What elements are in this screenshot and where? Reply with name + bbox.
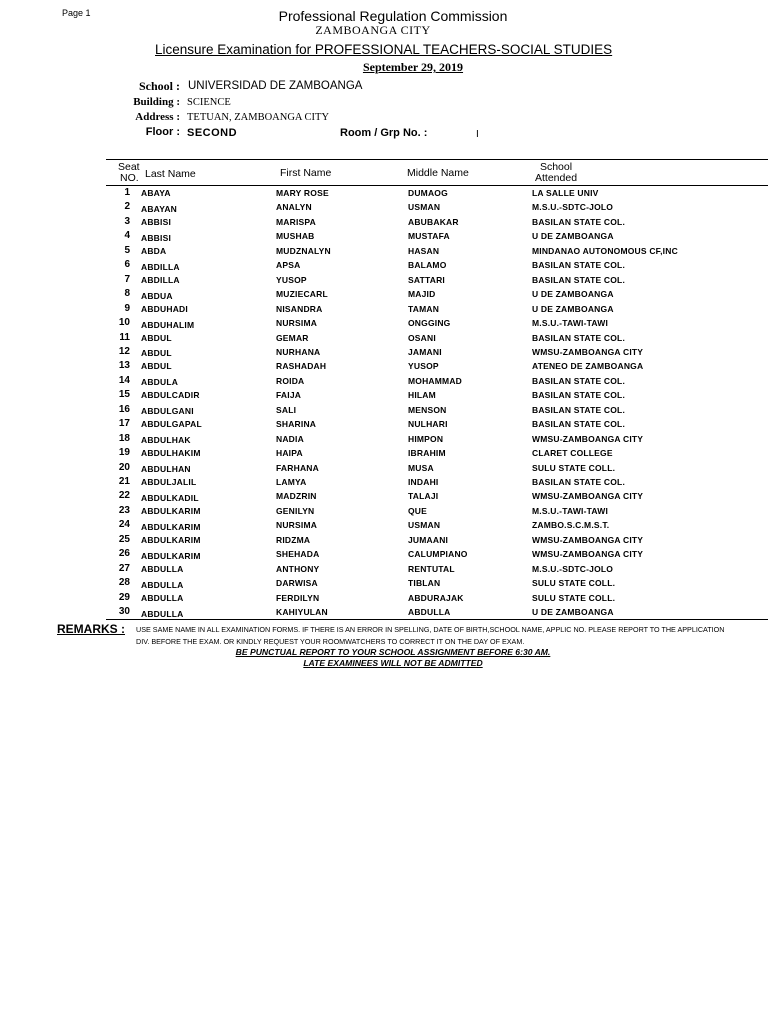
cell-first: APSA	[276, 260, 301, 271]
cell-last: ABDUHADI	[141, 303, 188, 314]
cell-middle: ABDURAJAK	[408, 592, 464, 603]
cell-school: WMSU-ZAMBOANGA CITY	[532, 491, 644, 502]
cell-first: SHEHADA	[276, 549, 320, 560]
cell-middle: INDAHI	[408, 477, 439, 487]
building-label: Building :	[133, 96, 180, 108]
cell-middle: TALAJI	[408, 491, 439, 502]
cell-school: MINDANAO AUTONOMOUS CF,INC	[532, 245, 678, 256]
cell-seat: 17	[118, 418, 130, 430]
cell-first: ROIDA	[276, 375, 305, 386]
cell-school: BASILAN STATE COL.	[532, 419, 626, 430]
cell-seat: 5	[124, 244, 130, 256]
header-last-name: Last Name	[145, 168, 196, 180]
cell-school: U DE ZAMBOANGA	[532, 231, 614, 242]
cell-school: SULU STATE COLL.	[532, 578, 616, 589]
cell-middle: NULHARI	[408, 419, 448, 430]
cell-school: WMSU-ZAMBOANGA CITY	[532, 433, 644, 444]
cell-school: M.S.U.-SDTC-JOLO	[532, 202, 614, 213]
page-number: Page 1	[62, 8, 91, 18]
cell-seat: 25	[118, 533, 130, 545]
cell-first: HAIPA	[276, 448, 303, 459]
cell-seat: 10	[118, 317, 130, 329]
cell-middle: BALAMO	[408, 260, 447, 271]
cell-last: ABDULLA	[141, 592, 184, 603]
cell-last: ABDUA	[141, 290, 173, 301]
cell-seat: 19	[118, 447, 130, 459]
cell-first: GENILYN	[276, 505, 315, 516]
cell-seat: 12	[118, 345, 130, 357]
cell-school: CLARET COLLEGE	[532, 448, 613, 459]
cell-seat: 4	[124, 230, 130, 242]
cell-seat: 30	[118, 606, 130, 618]
cell-seat: 23	[118, 504, 130, 516]
cell-first: KAHIYULAN	[276, 607, 328, 618]
cell-middle: USMAN	[408, 520, 441, 531]
table-bottom-rule	[106, 619, 768, 620]
cell-middle: MOHAMMAD	[408, 375, 463, 386]
cell-first: MARY ROSE	[276, 188, 329, 198]
cell-last: ABDULKARIM	[141, 505, 201, 516]
address-label: Address :	[135, 111, 180, 123]
cell-middle: MUSTAFA	[408, 231, 450, 242]
cell-middle: ABUBAKAR	[408, 216, 459, 227]
cell-seat: 9	[124, 302, 130, 314]
cell-school: M.S.U.-TAWI-TAWI	[532, 318, 609, 329]
cell-school: BASILAN STATE COL.	[532, 216, 626, 227]
city-title: ZAMBOANGA CITY	[315, 23, 431, 37]
cell-last: ABDULGANI	[141, 406, 194, 417]
cell-first: MUZIECARL	[276, 289, 328, 300]
cell-seat: 28	[118, 577, 130, 589]
cell-middle: HILAM	[408, 390, 436, 401]
cell-school: BASILAN STATE COL.	[532, 260, 626, 271]
cell-first: SALI	[276, 404, 297, 415]
cell-school: LA SALLE UNIV	[532, 188, 599, 198]
cell-first: LAMYA	[276, 477, 307, 487]
cell-middle: HIMPON	[408, 433, 444, 444]
cell-middle: JAMANI	[408, 346, 442, 357]
cell-seat: 27	[118, 562, 130, 574]
cell-seat: 6	[124, 259, 130, 271]
header-middle-name: Middle Name	[407, 167, 469, 179]
building-value: SCIENCE	[187, 97, 231, 108]
cell-school: ATENEO DE ZAMBOANGA	[532, 361, 644, 372]
cell-first: MARISPA	[276, 216, 316, 227]
cell-school: SULU STATE COLL.	[532, 462, 616, 473]
cell-last: ABDULA	[141, 377, 179, 388]
cell-last: ABDA	[141, 245, 167, 256]
cell-seat: 13	[118, 360, 130, 372]
cell-first: NURSIMA	[276, 318, 318, 329]
cell-last: ABDULHAK	[141, 435, 191, 446]
school-value: UNIVERSIDAD DE ZAMBOANGA	[188, 80, 363, 92]
cell-school: M.S.U.-SDTC-JOLO	[532, 563, 614, 574]
cell-last: ABDILLA	[141, 274, 180, 285]
cell-middle: TIBLAN	[408, 578, 441, 589]
cell-first: YUSOP	[276, 274, 307, 285]
cell-school: ZAMBO.S.C.M.S.T.	[532, 520, 610, 531]
cell-school: U DE ZAMBOANGA	[532, 289, 614, 300]
cell-last: ABDUL	[141, 348, 172, 359]
cell-last: ABBISI	[141, 232, 172, 243]
cell-last: ABDULHAN	[141, 464, 191, 475]
cell-last: ABDULKARIM	[141, 534, 201, 545]
cell-seat: 18	[118, 432, 130, 444]
address-value: TETUAN, ZAMBOANGA CITY	[187, 112, 330, 123]
cell-seat: 7	[124, 273, 130, 285]
cell-last: ABDULHAKIM	[141, 448, 201, 459]
cell-last: ABDULCADIR	[141, 390, 200, 401]
cell-seat: 21	[118, 476, 130, 487]
cell-first: FAIJA	[276, 390, 302, 401]
cell-last: ABDILLA	[141, 261, 180, 272]
cell-middle: YUSOP	[408, 361, 439, 372]
cell-seat: 8	[124, 288, 130, 300]
cell-last: ABDUL	[141, 332, 172, 343]
cell-middle: IBRAHIM	[408, 448, 446, 459]
cell-first: NURSIMA	[276, 520, 318, 531]
cell-middle: MUSA	[408, 462, 434, 473]
cell-first: NURHANA	[276, 346, 321, 357]
cell-school: M.S.U.-TAWI-TAWI	[532, 505, 609, 516]
floor-label: Floor :	[145, 126, 180, 138]
cell-middle: CALUMPIANO	[408, 549, 468, 560]
cell-last: ABDULLA	[141, 579, 184, 590]
cell-first: FERDILYN	[276, 592, 320, 603]
header-first-name: First Name	[280, 167, 332, 179]
cell-last: ABDULJALIL	[141, 477, 197, 487]
cell-last: ABDUL	[141, 361, 172, 372]
cell-middle: ONGGING	[408, 318, 451, 329]
exam-title: Licensure Examination for PROFESSIONAL TEACHERS-SOCIAL STUDIES	[155, 42, 613, 57]
floor-value: SECOND	[187, 127, 238, 139]
cell-first: GEMAR	[276, 332, 309, 343]
cell-first: DARWISA	[276, 578, 318, 589]
cell-first: MUSHAB	[276, 231, 315, 242]
cell-middle: MENSON	[408, 404, 447, 415]
cell-first: ANTHONY	[276, 563, 320, 574]
cell-last: ABBISI	[141, 216, 172, 227]
cell-first: MUDZNALYN	[276, 245, 331, 256]
cell-school: U DE ZAMBOANGA	[532, 607, 614, 618]
header-seat: Seat NO.	[118, 161, 140, 184]
cell-middle: QUE	[408, 505, 428, 516]
cell-seat: 14	[118, 374, 130, 386]
cell-last: ABAYA	[141, 188, 171, 198]
table-top-rule	[106, 159, 768, 160]
cell-school: BASILAN STATE COL.	[532, 477, 626, 487]
table-header-rule	[106, 185, 768, 186]
cell-first: NADIA	[276, 433, 304, 444]
header-school-attended: School Attended	[535, 161, 578, 184]
cell-middle: JUMAANI	[408, 534, 449, 545]
cell-last: ABDULKADIL	[141, 492, 199, 503]
cell-middle: OSANI	[408, 332, 436, 343]
punctual-notice: BE PUNCTUAL REPORT TO YOUR SCHOOL ASSIGNMENT BEFORE 6:30 AM.	[235, 647, 551, 657]
cell-first: ANALYN	[276, 202, 312, 213]
cell-seat: 22	[118, 490, 130, 502]
exam-date: September 29, 2019	[362, 60, 464, 74]
cell-school: WMSU-ZAMBOANGA CITY	[532, 534, 644, 545]
agency-title: Professional Regulation Commission	[278, 8, 508, 24]
cell-middle: DUMAOG	[408, 188, 448, 198]
cell-middle: MAJID	[408, 289, 436, 300]
cell-first: MADZRIN	[276, 491, 317, 502]
cell-middle: SATTARI	[408, 274, 445, 285]
cell-first: RASHADAH	[276, 361, 327, 372]
cell-first: FARHANA	[276, 462, 319, 473]
cell-seat: 24	[118, 519, 130, 531]
cell-seat: 11	[119, 331, 130, 343]
cell-middle: ABDULLA	[408, 607, 451, 618]
cell-seat: 26	[118, 548, 130, 560]
cell-last: ABDULGAPAL	[141, 419, 202, 430]
cell-seat: 1	[124, 187, 130, 198]
cell-seat: 2	[124, 201, 130, 213]
cell-seat: 3	[124, 215, 130, 227]
room-value: I	[476, 129, 479, 140]
room-label: Room / Grp No. :	[340, 127, 428, 139]
cell-last: ABDULKARIM	[141, 521, 201, 532]
late-notice: LATE EXAMINEES WILL NOT BE ADMITTED	[303, 658, 483, 668]
cell-seat: 29	[118, 591, 130, 603]
cell-middle: TAMAN	[408, 303, 440, 314]
cell-school: SULU STATE COLL.	[532, 592, 616, 603]
cell-school: BASILAN STATE COL.	[532, 332, 626, 343]
cell-middle: USMAN	[408, 202, 441, 213]
cell-seat: 20	[118, 461, 130, 473]
cell-last: ABAYAN	[141, 203, 178, 214]
cell-last: ABDULLA	[141, 608, 184, 619]
cell-school: BASILAN STATE COL.	[532, 404, 626, 415]
cell-seat: 16	[118, 403, 130, 415]
cell-school: BASILAN STATE COL.	[532, 274, 626, 285]
school-label: School :	[138, 79, 180, 93]
cell-last: ABDULLA	[141, 563, 184, 574]
cell-school: U DE ZAMBOANGA	[532, 303, 614, 314]
remarks-label: REMARKS :	[57, 622, 125, 636]
remarks-text: USE SAME NAME IN ALL EXAMINATION FORMS. IF THERE IS AN ERROR IN SPELLING, DATE OF BIRTH,SCHOOL NAME, APPLIC NO. PLEASE REPORT TO THE APPLICATION DIV. BEFORE THE EXAM. OR KINDLY REQUEST YOUR ROOMWATCHERS TO CORRECT IT ON THE DAY OF EXAM.	[136, 625, 725, 646]
cell-school: WMSU-ZAMBOANGA CITY	[532, 346, 644, 357]
cell-middle: HASAN	[408, 245, 440, 256]
cell-school: WMSU-ZAMBOANGA CITY	[532, 549, 644, 560]
cell-last: ABDULKARIM	[141, 550, 201, 561]
cell-school: BASILAN STATE COL.	[532, 375, 626, 386]
cell-first: RIDZMA	[276, 534, 311, 545]
cell-first: NISANDRA	[276, 303, 323, 314]
cell-first: SHARINA	[276, 419, 317, 430]
cell-last: ABDUHALIM	[141, 319, 195, 330]
cell-school: BASILAN STATE COL.	[532, 390, 626, 401]
cell-middle: RENTUTAL	[408, 563, 455, 574]
cell-seat: 15	[118, 389, 130, 401]
